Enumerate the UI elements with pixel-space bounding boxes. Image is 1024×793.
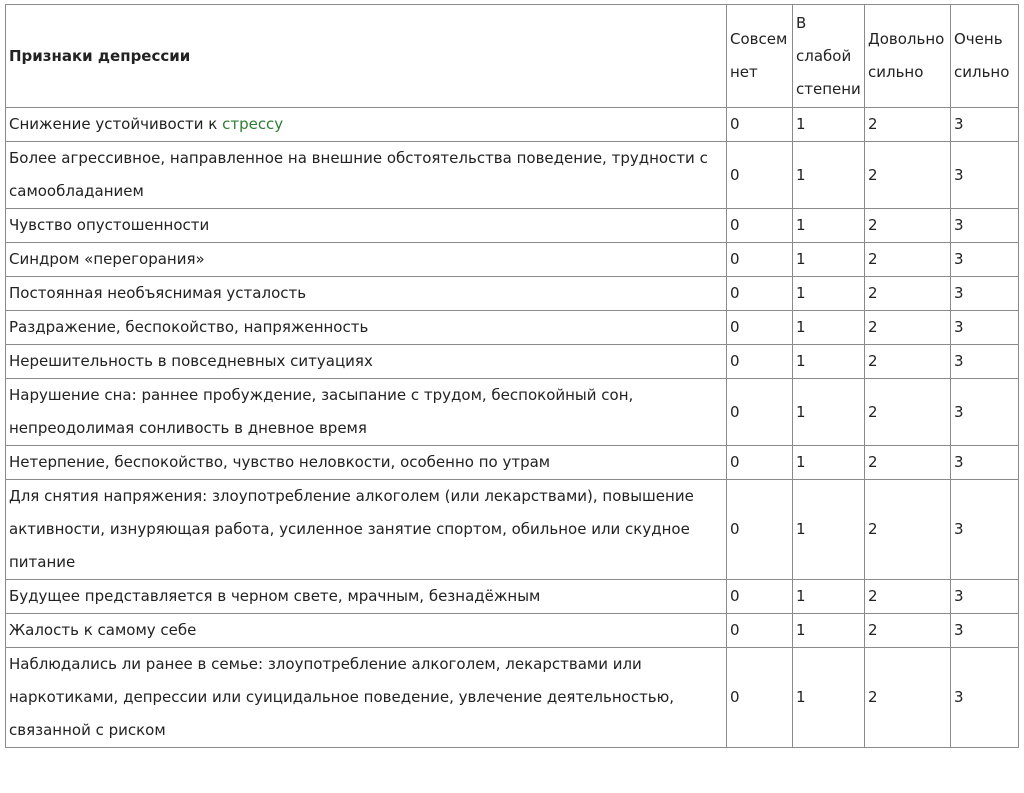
score-slightly: 1 [793,480,865,580]
sign-cell [6,108,727,142]
score-slightly: 1 [793,277,865,311]
score-very-strong: 3 [951,480,1019,580]
score-not-at-all: 0 [727,311,793,345]
score-very-strong: 3 [951,446,1019,480]
score-fairly-strong: 2 [865,446,951,480]
sign-cell: Будущее представляется в черном свете, мрачным, безнадёжным [6,580,727,614]
score-not-at-all: 0 [727,209,793,243]
score-slightly: 1 [793,108,865,142]
score-fairly-strong: 2 [865,480,951,580]
table-row [6,108,1019,142]
score-slightly: 1 [793,311,865,345]
header-fairly-strong: Довольно сильно [865,5,951,108]
score-fairly-strong: 2 [865,648,951,748]
table-row [6,379,1019,446]
sign-cell: Раздражение, беспокойство, напряженность [6,311,727,345]
sign-cell: Наблюдались ли ранее в семье: злоупотребление алкоголем, лекарствами или наркотиками, депрессии или суицидальное поведение, увлечение деятельностью, связанной с риском [6,648,727,748]
score-not-at-all: 0 [727,580,793,614]
score-fairly-strong: 2 [865,243,951,277]
score-very-strong: 3 [951,379,1019,446]
score-slightly: 1 [793,209,865,243]
score-very-strong: 3 [951,311,1019,345]
score-slightly: 1 [793,379,865,446]
score-fairly-strong: 2 [865,580,951,614]
table-row [6,480,1019,580]
sign-cell: Синдром «перегорания» [6,243,727,277]
sign-cell: Более агрессивное, направленное на внешние обстоятельства поведение, трудности с самообладанием [6,142,727,209]
score-fairly-strong: 2 [865,277,951,311]
score-not-at-all: 0 [727,614,793,648]
table-row [6,614,1019,648]
score-slightly: 1 [793,243,865,277]
score-fairly-strong: 2 [865,209,951,243]
depression-signs-table [5,4,1019,748]
score-very-strong: 3 [951,209,1019,243]
score-very-strong: 3 [951,142,1019,209]
header-row [6,5,1019,108]
score-fairly-strong: 2 [865,345,951,379]
score-not-at-all: 0 [727,480,793,580]
header-slightly: В слабой степени [793,5,865,108]
score-fairly-strong: 2 [865,614,951,648]
score-fairly-strong: 2 [865,142,951,209]
score-very-strong: 3 [951,108,1019,142]
score-not-at-all: 0 [727,446,793,480]
score-very-strong: 3 [951,614,1019,648]
sign-text: Снижение устойчивости к [9,115,223,133]
score-fairly-strong: 2 [865,108,951,142]
score-slightly: 1 [793,345,865,379]
table-row [6,311,1019,345]
score-very-strong: 3 [951,277,1019,311]
score-not-at-all: 0 [727,108,793,142]
score-not-at-all: 0 [727,277,793,311]
stress-link[interactable]: стрессу [222,115,284,133]
score-very-strong: 3 [951,580,1019,614]
table-row [6,345,1019,379]
sign-cell: Жалость к самому себе [6,614,727,648]
table-row [6,446,1019,480]
score-not-at-all: 0 [727,648,793,748]
score-not-at-all: 0 [727,142,793,209]
table-row [6,648,1019,748]
score-slightly: 1 [793,446,865,480]
sign-cell: Постоянная необъяснимая усталость [6,277,727,311]
score-not-at-all: 0 [727,243,793,277]
header-not-at-all: Совсем нет [727,5,793,108]
table-row [6,580,1019,614]
score-slightly: 1 [793,648,865,748]
table-row [6,277,1019,311]
score-not-at-all: 0 [727,345,793,379]
header-signs: Признаки депрессии [6,5,727,108]
sign-cell: Нарушение сна: раннее пробуждение, засыпание с трудом, беспокойный сон, непреодолимая сонливость в дневное время [6,379,727,446]
table-row [6,142,1019,209]
score-very-strong: 3 [951,345,1019,379]
score-slightly: 1 [793,580,865,614]
table-row [6,243,1019,277]
score-fairly-strong: 2 [865,311,951,345]
score-very-strong: 3 [951,243,1019,277]
sign-cell: Нерешительность в повседневных ситуациях [6,345,727,379]
score-slightly: 1 [793,614,865,648]
table-row [6,209,1019,243]
score-not-at-all: 0 [727,379,793,446]
sign-cell: Нетерпение, беспокойство, чувство неловкости, особенно по утрам [6,446,727,480]
header-very-strong: Очень сильно [951,5,1019,108]
sign-cell: Для снятия напряжения: злоупотребление алкоголем (или лекарствами), повышение активности, изнуряющая работа, усиленное занятие спортом, обильное или скудное питание [6,480,727,580]
score-very-strong: 3 [951,648,1019,748]
score-slightly: 1 [793,142,865,209]
sign-cell: Чувство опустошенности [6,209,727,243]
score-fairly-strong: 2 [865,379,951,446]
